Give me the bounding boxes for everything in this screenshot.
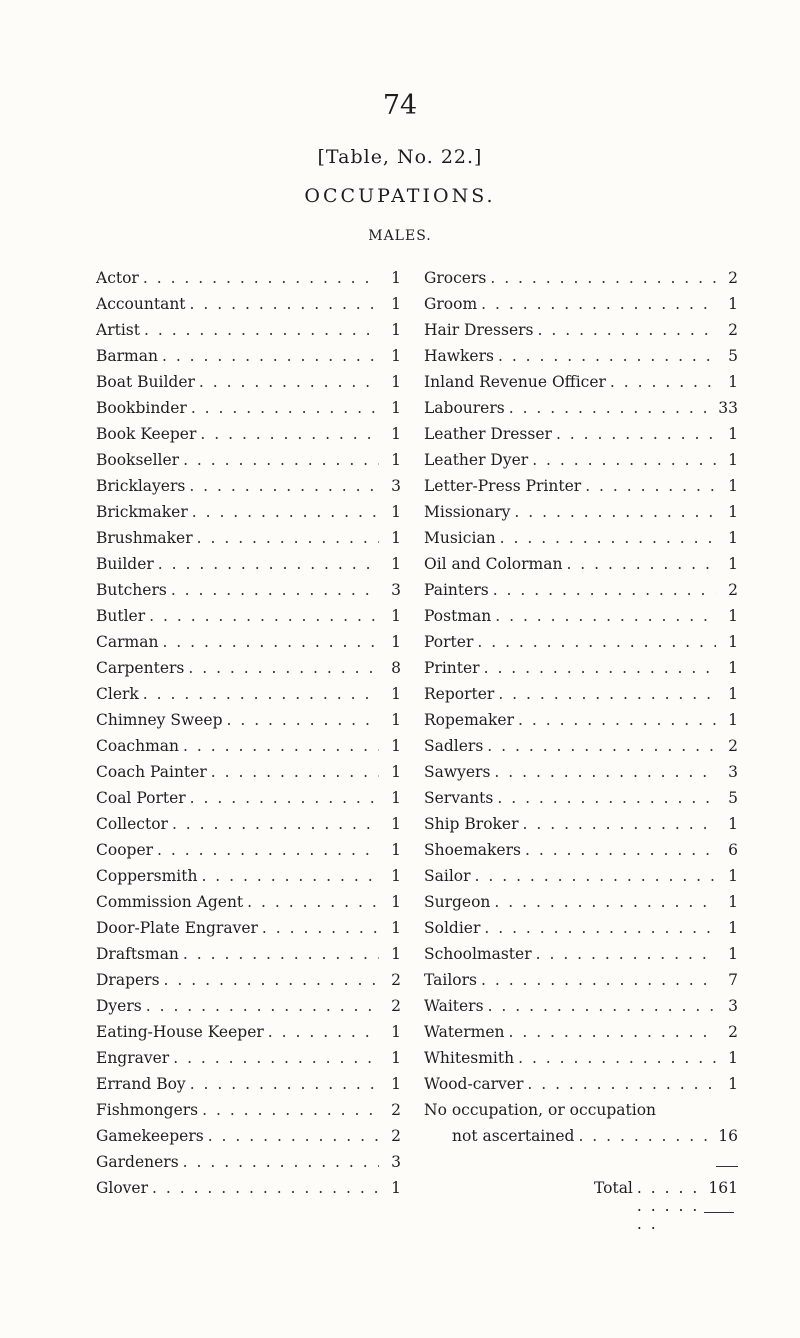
occupation-count: 3 [391, 1153, 401, 1171]
occupation-count: 3 [391, 477, 401, 495]
occupation-count: 1 [728, 477, 738, 495]
occupation-row [96, 789, 401, 815]
total-count: 161 [708, 1179, 738, 1197]
occupation-count: 2 [391, 997, 401, 1015]
occupation-count: 1 [391, 607, 401, 625]
occupation-count: 2 [391, 1101, 401, 1119]
occupation-name: Clerk [96, 685, 139, 703]
occupation-name: Actor [96, 269, 139, 287]
occupation-row [424, 295, 738, 321]
occupation-count: 1 [391, 295, 401, 313]
occupation-count: 5 [728, 347, 738, 365]
occupation-row [96, 945, 401, 971]
occupation-row [424, 1075, 738, 1101]
occupation-name: Ship Broker [424, 815, 519, 833]
no-occupation-line-1: No occupation, or occupation [424, 1101, 657, 1119]
occupation-row [424, 503, 738, 529]
occupation-row [96, 425, 401, 451]
occupation-count: 1 [728, 607, 738, 625]
occupation-count: 2 [728, 1023, 738, 1041]
occupation-name: Drapers [96, 971, 160, 989]
occupation-row [424, 529, 738, 555]
occupation-name: Fishmongers [96, 1101, 199, 1119]
occupation-row [96, 685, 401, 711]
occupation-name: Engraver [96, 1049, 170, 1067]
occupation-count: 1 [728, 919, 738, 937]
occupation-count: 1 [391, 503, 401, 521]
occupation-count: 2 [728, 737, 738, 755]
sum-rule [424, 1153, 738, 1179]
occupation-row [96, 269, 401, 295]
occupation-name: Shoemakers [424, 841, 521, 859]
occupation-name: Printer [424, 659, 480, 677]
occupation-row [424, 451, 738, 477]
occupation-name: Coach Painter [96, 763, 207, 781]
occupation-name: Grocers [424, 269, 487, 287]
occupation-count: 3 [728, 763, 738, 781]
occupation-row [96, 815, 401, 841]
occupation-row [96, 451, 401, 477]
occupation-count: 1 [391, 321, 401, 339]
occupation-count: 1 [728, 659, 738, 677]
occupation-row [424, 477, 738, 503]
occupation-count: 1 [391, 1023, 401, 1041]
occupation-row [96, 1153, 401, 1179]
occupation-count: 3 [391, 581, 401, 599]
occupation-row [96, 737, 401, 763]
occupation-row [424, 685, 738, 711]
occupation-row [424, 971, 738, 997]
occupation-row [96, 971, 401, 997]
occupation-name: Letter-Press Printer [424, 477, 582, 495]
occupation-row [424, 321, 738, 347]
occupation-row [96, 477, 401, 503]
occupation-row [424, 997, 738, 1023]
occupation-name: Butchers [96, 581, 167, 599]
occupation-count: 7 [728, 971, 738, 989]
occupation-row [424, 581, 738, 607]
occupation-row [424, 919, 738, 945]
occupation-count: 1 [391, 763, 401, 781]
occupation-count: 1 [391, 425, 401, 443]
occupation-name: Servants [424, 789, 494, 807]
occupation-row [96, 373, 401, 399]
occupation-row [424, 633, 738, 659]
occupation-row [424, 711, 738, 737]
occupation-row [424, 269, 738, 295]
occupation-name: Accountant [96, 295, 186, 313]
occupation-count: 1 [391, 347, 401, 365]
occupation-row [96, 503, 401, 529]
occupation-count: 1 [391, 1049, 401, 1067]
occupation-count: 1 [728, 555, 738, 573]
table-heading: OCCUPATIONS. [304, 185, 496, 207]
no-occupation-entry [424, 1101, 738, 1153]
occupation-row [96, 529, 401, 555]
occupation-row [424, 399, 738, 425]
occupation-row [96, 321, 401, 347]
occupation-count: 1 [391, 711, 401, 729]
occupation-count: 1 [391, 555, 401, 573]
occupation-row [96, 763, 401, 789]
occupation-name: Butler [96, 607, 146, 625]
occupation-name: Book Keeper [96, 425, 197, 443]
occupation-row [424, 1049, 738, 1075]
occupation-count: 33 [718, 399, 738, 417]
occupation-name: Surgeon [424, 893, 491, 911]
occupation-name: Carpenters [96, 659, 185, 677]
occupation-row [96, 347, 401, 373]
occupation-name: Waiters [424, 997, 484, 1015]
occupation-row [96, 919, 401, 945]
occupation-count: 8 [391, 659, 401, 677]
occupation-row [96, 1101, 401, 1127]
occupation-name: Bookseller [96, 451, 180, 469]
occupation-row [96, 399, 401, 425]
occupation-name: Whitesmith [424, 1049, 515, 1067]
occupation-name: Gamekeepers [96, 1127, 204, 1145]
occupation-row [96, 1075, 401, 1101]
page-number: 74 [382, 90, 418, 121]
occupation-name: Glover [96, 1179, 149, 1197]
occupation-count: 2 [728, 321, 738, 339]
occupation-name: Sadlers [424, 737, 484, 755]
occupation-count: 1 [728, 711, 738, 729]
occupation-row [96, 1179, 401, 1205]
table-reference: [Table, No. 22.] [317, 146, 483, 168]
occupation-count: 1 [391, 685, 401, 703]
occupation-count: 1 [391, 399, 401, 417]
occupation-name: Commission Agent [96, 893, 244, 911]
occupation-row [424, 763, 738, 789]
occupation-row [424, 737, 738, 763]
occupation-count: 1 [728, 529, 738, 547]
occupation-count: 1 [728, 373, 738, 391]
occupation-name: Postman [424, 607, 492, 625]
occupation-name: Porter [424, 633, 474, 651]
occupation-name: Oil and Colorman [424, 555, 563, 573]
occupation-row [96, 1023, 401, 1049]
occupation-name: Labourers [424, 399, 505, 417]
right-column [424, 269, 738, 1219]
occupation-count: 1 [728, 425, 738, 443]
occupation-row [424, 425, 738, 451]
occupation-name: Door-Plate Engraver [96, 919, 258, 937]
occupation-name: Inland Revenue Officer [424, 373, 606, 391]
occupation-count: 1 [728, 685, 738, 703]
occupation-name: Leather Dresser [424, 425, 552, 443]
occupation-name: Bricklayers [96, 477, 186, 495]
occupation-count: 2 [391, 971, 401, 989]
occupation-count: 1 [391, 633, 401, 651]
occupation-row [96, 867, 401, 893]
occupation-count: 1 [728, 1049, 738, 1067]
occupation-name: Sailor [424, 867, 471, 885]
occupation-count: 1 [391, 529, 401, 547]
no-occupation-label: not ascertained [452, 1127, 575, 1145]
occupation-name: Coal Porter [96, 789, 186, 807]
occupation-row [424, 607, 738, 633]
occupation-count: 1 [391, 451, 401, 469]
occupation-name: Reporter [424, 685, 495, 703]
occupation-row [96, 607, 401, 633]
occupation-count: 2 [391, 1127, 401, 1145]
occupation-row [424, 1023, 738, 1049]
occupation-count: 1 [391, 945, 401, 963]
occupation-name: Sawyers [424, 763, 491, 781]
occupation-name: Bookbinder [96, 399, 187, 417]
occupation-row [96, 659, 401, 685]
occupation-name: Chimney Sweep [96, 711, 223, 729]
occupation-count: 1 [728, 815, 738, 833]
occupation-count: 1 [391, 269, 401, 287]
occupation-count: 1 [391, 919, 401, 937]
occupation-count: 1 [728, 893, 738, 911]
occupation-count: 1 [728, 503, 738, 521]
occupation-count: 1 [728, 1075, 738, 1093]
occupation-count: 1 [391, 867, 401, 885]
total-label: Total [594, 1179, 633, 1197]
occupation-row [96, 1049, 401, 1075]
occupation-row [96, 711, 401, 737]
occupation-count: 1 [391, 1075, 401, 1093]
occupation-count: 1 [728, 633, 738, 651]
occupation-name: Builder [96, 555, 154, 573]
occupation-name: Painters [424, 581, 489, 599]
occupation-row [96, 997, 401, 1023]
occupation-name: Gardeners [96, 1153, 179, 1171]
occupation-name: Missionary [424, 503, 511, 521]
occupation-name: Tailors [424, 971, 477, 989]
occupation-name: Errand Boy [96, 1075, 186, 1093]
occupation-row [424, 945, 738, 971]
occupation-name: Carman [96, 633, 159, 651]
occupation-name: Cooper [96, 841, 154, 859]
occupation-row [96, 893, 401, 919]
occupation-row [424, 841, 738, 867]
no-occupation-line-2 [424, 1127, 738, 1153]
occupation-name: Ropemaker [424, 711, 515, 729]
occupation-name: Boat Builder [96, 373, 195, 391]
occupation-name: Musician [424, 529, 496, 547]
occupation-count: 1 [728, 945, 738, 963]
occupation-count: 1 [391, 737, 401, 755]
occupation-row [96, 581, 401, 607]
occupation-row [96, 555, 401, 581]
occupation-name: Wood-carver [424, 1075, 524, 1093]
occupation-name: Brushmaker [96, 529, 193, 547]
occupation-name: Dyers [96, 997, 142, 1015]
occupation-count: 1 [391, 893, 401, 911]
total-row [424, 1179, 738, 1205]
occupation-row [96, 1127, 401, 1153]
occupation-name: Groom [424, 295, 478, 313]
occupation-name: Artist [96, 321, 140, 339]
occupation-count: 6 [728, 841, 738, 859]
occupation-count: 5 [728, 789, 738, 807]
left-column [96, 269, 401, 1205]
occupation-row [424, 867, 738, 893]
occupation-name: Soldier [424, 919, 481, 937]
occupation-count: 1 [391, 1179, 401, 1197]
occupation-count: 3 [728, 997, 738, 1015]
occupation-name: Hair Dressers [424, 321, 534, 339]
occupation-count: 1 [391, 789, 401, 807]
occupation-row [96, 295, 401, 321]
occupation-name: Coachman [96, 737, 180, 755]
occupation-row [424, 815, 738, 841]
occupation-row [424, 789, 738, 815]
occupation-row [424, 893, 738, 919]
occupation-name: Brickmaker [96, 503, 188, 521]
occupation-row [424, 347, 738, 373]
occupation-row [424, 373, 738, 399]
occupation-name: Collector [96, 815, 168, 833]
occupation-row [96, 841, 401, 867]
occupation-name: Coppersmith [96, 867, 198, 885]
no-occupation-count: 16 [718, 1127, 738, 1145]
occupation-count: 1 [728, 867, 738, 885]
occupation-count: 1 [391, 373, 401, 391]
occupation-row [424, 659, 738, 685]
occupation-count: 2 [728, 269, 738, 287]
occupation-name: Barman [96, 347, 158, 365]
occupation-count: 2 [728, 581, 738, 599]
occupation-row [424, 555, 738, 581]
occupation-count: 1 [391, 841, 401, 859]
occupation-name: Eating-House Keeper [96, 1023, 264, 1041]
occupation-count: 1 [728, 295, 738, 313]
occupation-name: Leather Dyer [424, 451, 529, 469]
occupation-name: Hawkers [424, 347, 494, 365]
occupation-count: 1 [728, 451, 738, 469]
occupation-name: Schoolmaster [424, 945, 532, 963]
occupation-name: Watermen [424, 1023, 505, 1041]
occupation-row [96, 633, 401, 659]
table-subheading: MALES. [368, 228, 432, 244]
occupation-count: 1 [391, 815, 401, 833]
occupation-name: Draftsman [96, 945, 179, 963]
